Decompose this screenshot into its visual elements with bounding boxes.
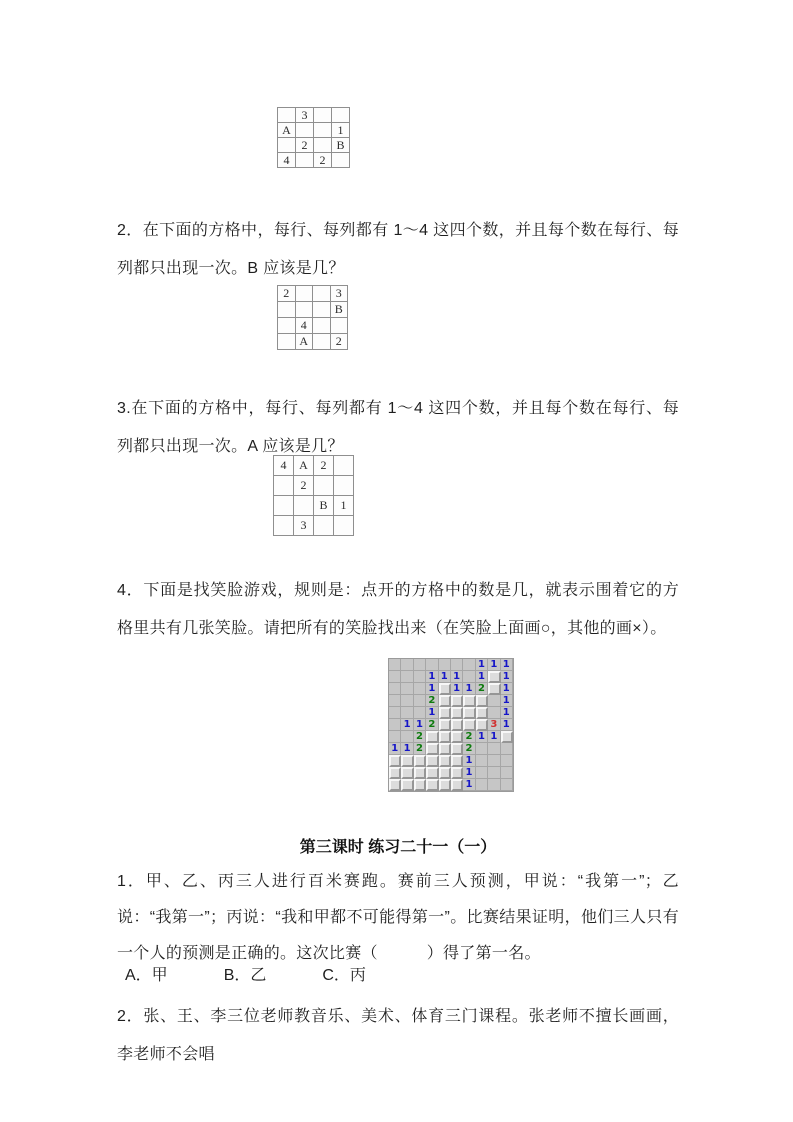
covered-cell <box>451 695 463 707</box>
number-cell: 2 <box>426 719 438 731</box>
grid-cell-value: 2 <box>314 456 334 476</box>
number-cell: 1 <box>451 671 463 683</box>
open-cell <box>401 707 413 719</box>
covered-cell <box>439 779 451 791</box>
grid-cell-value: A <box>296 334 314 350</box>
covered-cell <box>401 779 413 791</box>
grid-cell-empty <box>278 108 296 123</box>
grid-cell-value: A <box>278 123 296 138</box>
number-cell: 1 <box>501 719 513 731</box>
covered-cell <box>476 695 488 707</box>
covered-cell <box>439 683 451 695</box>
grid-cell-empty <box>296 302 314 318</box>
number-cell: 1 <box>451 683 463 695</box>
open-cell <box>476 779 488 791</box>
open-cell <box>488 779 500 791</box>
covered-cell <box>439 707 451 719</box>
grid-cell-empty <box>314 476 334 496</box>
number-cell: 2 <box>476 683 488 695</box>
covered-cell <box>439 767 451 779</box>
number-cell: 1 <box>414 719 426 731</box>
open-cell <box>401 695 413 707</box>
number-cell: 1 <box>401 743 413 755</box>
grid-cell-value: 1 <box>334 496 354 516</box>
number-cell: 1 <box>476 659 488 671</box>
number-cell: 1 <box>476 731 488 743</box>
open-cell <box>501 767 513 779</box>
grid-cell-value: B <box>332 138 350 153</box>
covered-cell <box>439 731 451 743</box>
grid-cell-empty <box>313 334 331 350</box>
number-cell: 1 <box>463 683 475 695</box>
grid-cell-value: 1 <box>332 123 350 138</box>
number-cell: 1 <box>439 671 451 683</box>
number-cell: 1 <box>501 695 513 707</box>
covered-cell <box>476 719 488 731</box>
open-cell <box>451 659 463 671</box>
covered-cell <box>501 731 513 743</box>
open-cell <box>401 671 413 683</box>
covered-cell <box>451 707 463 719</box>
number-cell: 1 <box>501 707 513 719</box>
number-cell: 1 <box>488 659 500 671</box>
answer-options <box>125 962 366 985</box>
covered-cell <box>426 767 438 779</box>
open-cell <box>401 659 413 671</box>
covered-cell <box>476 707 488 719</box>
grid-cell-empty <box>296 153 314 168</box>
covered-cell <box>451 767 463 779</box>
grid-cell-empty <box>278 318 296 334</box>
question-4-text: 4．下面是找笑脸游戏，规则是：点开的方格中的数是几，就表示围着它的方格里共有几张笑脸。请把所有的笑脸找出来（在笑脸上面画○，其他的画×）。 <box>117 582 679 637</box>
number-cell: 1 <box>488 731 500 743</box>
open-cell <box>426 659 438 671</box>
open-cell <box>389 707 401 719</box>
covered-cell <box>389 779 401 791</box>
open-cell <box>488 755 500 767</box>
grid-cell-value: 2 <box>294 476 314 496</box>
number-cell: 1 <box>463 779 475 791</box>
section-title: 第三课时 练习二十一（一） <box>299 839 497 856</box>
grid-cell-value: 3 <box>331 286 349 302</box>
grid-cell-empty <box>278 302 296 318</box>
covered-cell <box>451 755 463 767</box>
open-cell <box>488 707 500 719</box>
open-cell <box>414 659 426 671</box>
number-cell: 1 <box>426 707 438 719</box>
grid-cell-empty <box>332 153 350 168</box>
open-cell <box>488 743 500 755</box>
open-cell <box>401 731 413 743</box>
grid-cell-empty <box>314 108 332 123</box>
covered-cell <box>426 731 438 743</box>
covered-cell <box>488 671 500 683</box>
number-grid-top <box>277 107 350 168</box>
grid-cell-value: 4 <box>274 456 294 476</box>
grid-cell-value: B <box>331 302 349 318</box>
grid-cell-value: 4 <box>296 318 314 334</box>
grid-cell-value: 2 <box>296 138 314 153</box>
grid-cell-empty <box>294 496 314 516</box>
grid-cell-empty <box>313 302 331 318</box>
covered-cell <box>451 743 463 755</box>
covered-cell <box>451 719 463 731</box>
covered-cell <box>463 719 475 731</box>
covered-cell <box>414 755 426 767</box>
covered-cell <box>426 779 438 791</box>
covered-cell <box>426 743 438 755</box>
grid-cell-empty <box>314 123 332 138</box>
section-question-1-text: 1．甲、乙、丙三人进行百米赛跑。赛前三人预测，甲说：“我第一”；乙说：“我第一”；丙说：“我和甲都不可能得第一”。比赛结果证明，他们三人只有一个人的预测是正确的。这次比赛（ ）得了第一名。 <box>117 873 679 962</box>
grid-cell-empty <box>274 496 294 516</box>
number-cell: 2 <box>414 731 426 743</box>
covered-cell <box>439 695 451 707</box>
covered-cell <box>463 707 475 719</box>
grid-cell-value: 3 <box>296 108 314 123</box>
grid-cell-empty <box>274 516 294 536</box>
covered-cell <box>426 755 438 767</box>
grid-cell-empty <box>278 138 296 153</box>
grid-cell-empty <box>314 138 332 153</box>
grid-cell-value: 2 <box>278 286 296 302</box>
grid-cell-empty <box>296 286 314 302</box>
grid-cell-value: 2 <box>314 153 332 168</box>
covered-cell <box>389 755 401 767</box>
section-question-2-text: 2．张、王、李三位老师教音乐、美术、体育三门课程。张老师不擅长画画，李老师不会唱 <box>117 1008 679 1063</box>
grid-cell-empty <box>296 123 314 138</box>
open-cell <box>476 755 488 767</box>
open-cell <box>476 767 488 779</box>
grid-cell-empty <box>313 318 331 334</box>
open-cell <box>389 683 401 695</box>
number-cell: 1 <box>426 671 438 683</box>
grid-cell-empty <box>314 516 334 536</box>
number-cell: 1 <box>501 671 513 683</box>
grid-cell-value: B <box>314 496 334 516</box>
grid-cell-value: A <box>294 456 314 476</box>
covered-cell <box>389 767 401 779</box>
number-cell: 1 <box>401 719 413 731</box>
open-cell <box>389 659 401 671</box>
open-cell <box>501 779 513 791</box>
open-cell <box>488 695 500 707</box>
grid-cell-value: 3 <box>294 516 314 536</box>
open-cell <box>476 743 488 755</box>
covered-cell <box>401 767 413 779</box>
open-cell <box>389 719 401 731</box>
open-cell <box>414 671 426 683</box>
grid-cell-empty <box>334 456 354 476</box>
covered-cell <box>451 731 463 743</box>
open-cell <box>389 695 401 707</box>
covered-cell <box>439 719 451 731</box>
number-cell: 1 <box>501 683 513 695</box>
grid-cell-empty <box>278 334 296 350</box>
number-cell: 2 <box>426 695 438 707</box>
open-cell <box>463 659 475 671</box>
number-grid-question-3 <box>273 455 354 536</box>
option-a: A．甲 <box>125 967 168 984</box>
number-cell: 1 <box>463 755 475 767</box>
number-cell: 1 <box>426 683 438 695</box>
covered-cell <box>414 767 426 779</box>
number-cell: 2 <box>463 743 475 755</box>
covered-cell <box>463 695 475 707</box>
open-cell <box>463 671 475 683</box>
grid-cell-empty <box>334 476 354 496</box>
number-grid-question-2 <box>277 285 348 350</box>
covered-cell <box>451 779 463 791</box>
question-3-text: 3.在下面的方格中，每行、每列都有 1～4 这四个数，并且每个数在每行、每列都只出现一次。A 应该是几？ <box>117 400 679 455</box>
covered-cell <box>488 683 500 695</box>
open-cell <box>389 671 401 683</box>
grid-cell-value: 4 <box>278 153 296 168</box>
minesweeper-board <box>388 658 514 792</box>
covered-cell <box>439 743 451 755</box>
question-2-text: 2．在下面的方格中，每行、每列都有 1～4 这四个数，并且每个数在每行、每列都只出现一次。B 应该是几？ <box>117 222 679 277</box>
number-cell: 3 <box>488 719 500 731</box>
number-cell: 1 <box>463 767 475 779</box>
grid-cell-empty <box>274 476 294 496</box>
grid-cell-empty <box>331 318 349 334</box>
covered-cell <box>414 779 426 791</box>
grid-cell-empty <box>313 286 331 302</box>
open-cell <box>501 743 513 755</box>
open-cell <box>501 755 513 767</box>
covered-cell <box>439 755 451 767</box>
open-cell <box>414 707 426 719</box>
open-cell <box>414 695 426 707</box>
option-c: C．丙 <box>322 967 366 984</box>
number-cell: 2 <box>463 731 475 743</box>
open-cell <box>401 683 413 695</box>
grid-cell-empty <box>332 108 350 123</box>
number-cell: 1 <box>476 671 488 683</box>
open-cell <box>488 767 500 779</box>
number-cell: 1 <box>501 659 513 671</box>
covered-cell <box>401 755 413 767</box>
number-cell: 1 <box>389 743 401 755</box>
option-b: B．乙 <box>223 967 267 984</box>
open-cell <box>414 683 426 695</box>
number-cell: 2 <box>414 743 426 755</box>
open-cell <box>439 659 451 671</box>
grid-cell-value: 2 <box>331 334 349 350</box>
open-cell <box>389 731 401 743</box>
grid-cell-empty <box>334 516 354 536</box>
